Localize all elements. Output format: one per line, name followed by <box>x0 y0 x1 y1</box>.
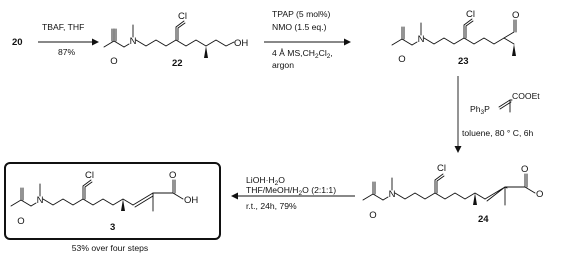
step2-atmosphere: argon <box>272 60 294 70</box>
reaction-arrow-4-head <box>231 193 238 200</box>
atom-N-3: N <box>36 195 44 206</box>
atom-O-aldehyde-23: O <box>512 10 520 21</box>
atom-O-22: O <box>110 56 118 67</box>
atom-Cl-24: Cl <box>437 163 446 174</box>
compound-label-24: 24 <box>478 214 489 225</box>
compound-label-23: 23 <box>458 56 469 67</box>
atom-O-23: O <box>398 54 406 65</box>
atom-N-23: N <box>417 34 425 45</box>
overall-yield-caption: 53% over four steps <box>71 243 149 253</box>
wittig-reagent-structure <box>499 100 512 112</box>
compound-label-22: 22 <box>172 58 183 69</box>
atom-N-22: N <box>129 36 137 47</box>
reaction-arrow-3-head <box>455 146 462 153</box>
step4-conditions-yield: r.t., 24h, 79% <box>246 201 297 211</box>
compound-label-20: 20 <box>12 37 23 48</box>
wittig-reagent-ester: COOEt <box>512 91 540 101</box>
atom-N-24: N <box>388 189 396 200</box>
wittig-reagent-ph3p: $Ph_3P$ <box>470 104 490 116</box>
atom-Cl-22: Cl <box>178 11 187 22</box>
atom-OH-3: OH <box>184 195 199 206</box>
atom-OH-22: OH <box>234 38 249 49</box>
atom-O-24: O <box>369 210 377 221</box>
step1-yield: 87% <box>58 47 76 57</box>
step1-reagents: TBAF, THF <box>42 22 85 32</box>
atom-O-3: O <box>17 216 25 227</box>
step2-oxidant: NMO (1.5 eq.) <box>272 22 327 32</box>
atom-O-carbonyl-24: O <box>521 164 529 175</box>
step4-solvent: THF/$MeOH/H_2O$ (2:1:1) <box>246 185 337 197</box>
reaction-arrow-1-head <box>92 39 99 46</box>
step4-base: $LiOH\cdot H_2O$ <box>246 175 285 187</box>
atom-Cl-23: Cl <box>466 9 475 20</box>
structure-23 <box>392 19 516 56</box>
reaction-arrow-2-head <box>344 39 351 46</box>
step2-catalyst: TPAP (5 mol%) <box>272 9 331 19</box>
atom-O-ester-24: O <box>536 189 544 200</box>
compound-label-3: 3 <box>110 222 116 233</box>
structure-22 <box>104 21 234 58</box>
step3-conditions: toluene, 80 ° C, 6h <box>462 128 534 138</box>
atom-O-carbonyl-3: O <box>169 170 177 181</box>
atom-Cl-3: Cl <box>85 170 94 181</box>
step2-sieves-solvent: 4 Å $MS,CH_2Cl_2$, <box>272 48 333 60</box>
